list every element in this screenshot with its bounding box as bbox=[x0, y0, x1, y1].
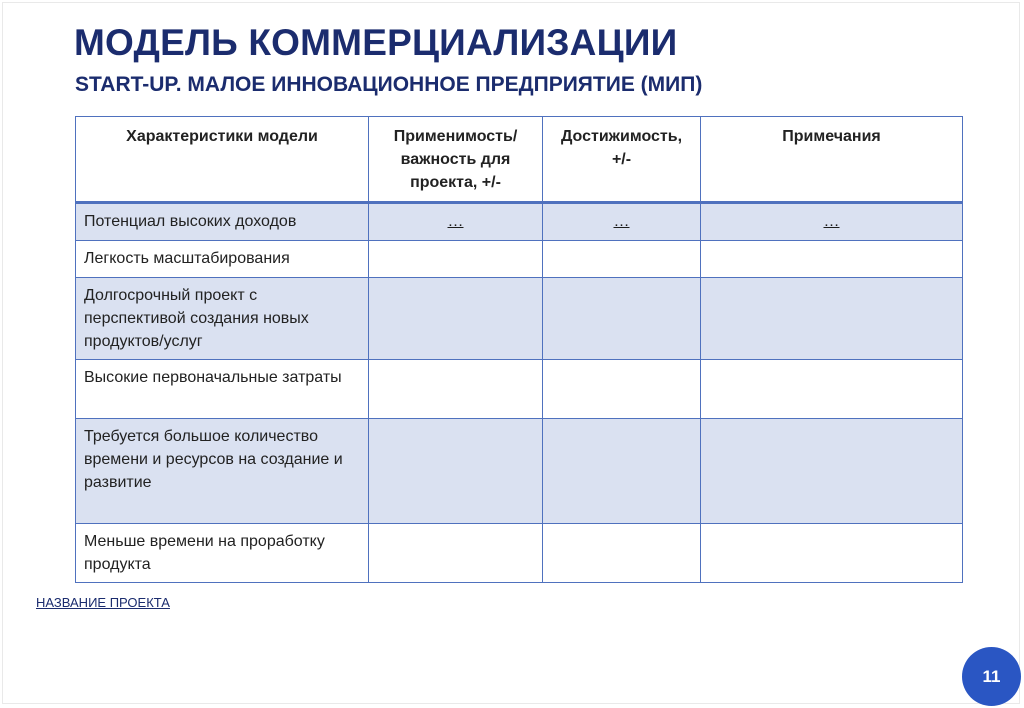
achievability-cell[interactable] bbox=[543, 419, 701, 524]
commercialization-model-table bbox=[75, 116, 963, 583]
header-achievability: Достижимость, +/- bbox=[543, 117, 701, 203]
table-row bbox=[76, 524, 963, 583]
applicability-cell[interactable] bbox=[369, 241, 543, 278]
achievability-cell[interactable] bbox=[543, 203, 701, 241]
notes-cell[interactable] bbox=[701, 241, 963, 278]
header-applicability: Применимость/ важность для проекта, +/- bbox=[369, 117, 543, 203]
table-row bbox=[76, 360, 963, 419]
notes-cell[interactable] bbox=[701, 360, 963, 419]
project-name-link[interactable]: НАЗВАНИЕ ПРОЕКТА bbox=[36, 595, 170, 610]
achievability-cell[interactable] bbox=[543, 278, 701, 360]
applicability-cell[interactable] bbox=[369, 419, 543, 524]
achievability-cell[interactable] bbox=[543, 524, 701, 583]
applicability-cell[interactable] bbox=[369, 524, 543, 583]
table-row bbox=[76, 241, 963, 278]
row-label: Легкость масштабирования bbox=[76, 241, 369, 278]
notes-cell[interactable] bbox=[701, 524, 963, 583]
row-label: Долгосрочный проект с перспективой создания новых продуктов/услуг bbox=[76, 278, 369, 360]
notes-cell[interactable] bbox=[701, 203, 963, 241]
row-label: Потенциал высоких доходов bbox=[76, 203, 369, 241]
table-row bbox=[76, 203, 963, 241]
table-row bbox=[76, 419, 963, 524]
achievability-cell[interactable] bbox=[543, 360, 701, 419]
placeholder-dots: … bbox=[613, 213, 630, 230]
page-number-badge: 11 bbox=[962, 647, 1021, 706]
applicability-cell[interactable] bbox=[369, 203, 543, 241]
placeholder-dots: … bbox=[823, 213, 840, 230]
notes-cell[interactable] bbox=[701, 419, 963, 524]
applicability-cell[interactable] bbox=[369, 278, 543, 360]
notes-cell[interactable] bbox=[701, 278, 963, 360]
header-characteristics: Характеристики модели bbox=[76, 117, 369, 203]
row-label: Высокие первоначальные затраты bbox=[76, 360, 369, 419]
applicability-cell[interactable] bbox=[369, 360, 543, 419]
placeholder-dots: … bbox=[447, 213, 464, 230]
row-label: Меньше времени на проработку продукта bbox=[76, 524, 369, 583]
achievability-cell[interactable] bbox=[543, 241, 701, 278]
table-header-row bbox=[76, 117, 963, 203]
page-subtitle: START-UP. МАЛОЕ ИННОВАЦИОННОЕ ПРЕДПРИЯТИЕ (МИП) bbox=[75, 73, 703, 96]
header-notes: Примечания bbox=[701, 117, 963, 203]
row-label: Требуется большое количество времени и ресурсов на создание и развитие bbox=[76, 419, 369, 524]
page-title: МОДЕЛЬ КОММЕРЦИАЛИЗАЦИИ bbox=[74, 22, 678, 63]
table-row bbox=[76, 278, 963, 360]
